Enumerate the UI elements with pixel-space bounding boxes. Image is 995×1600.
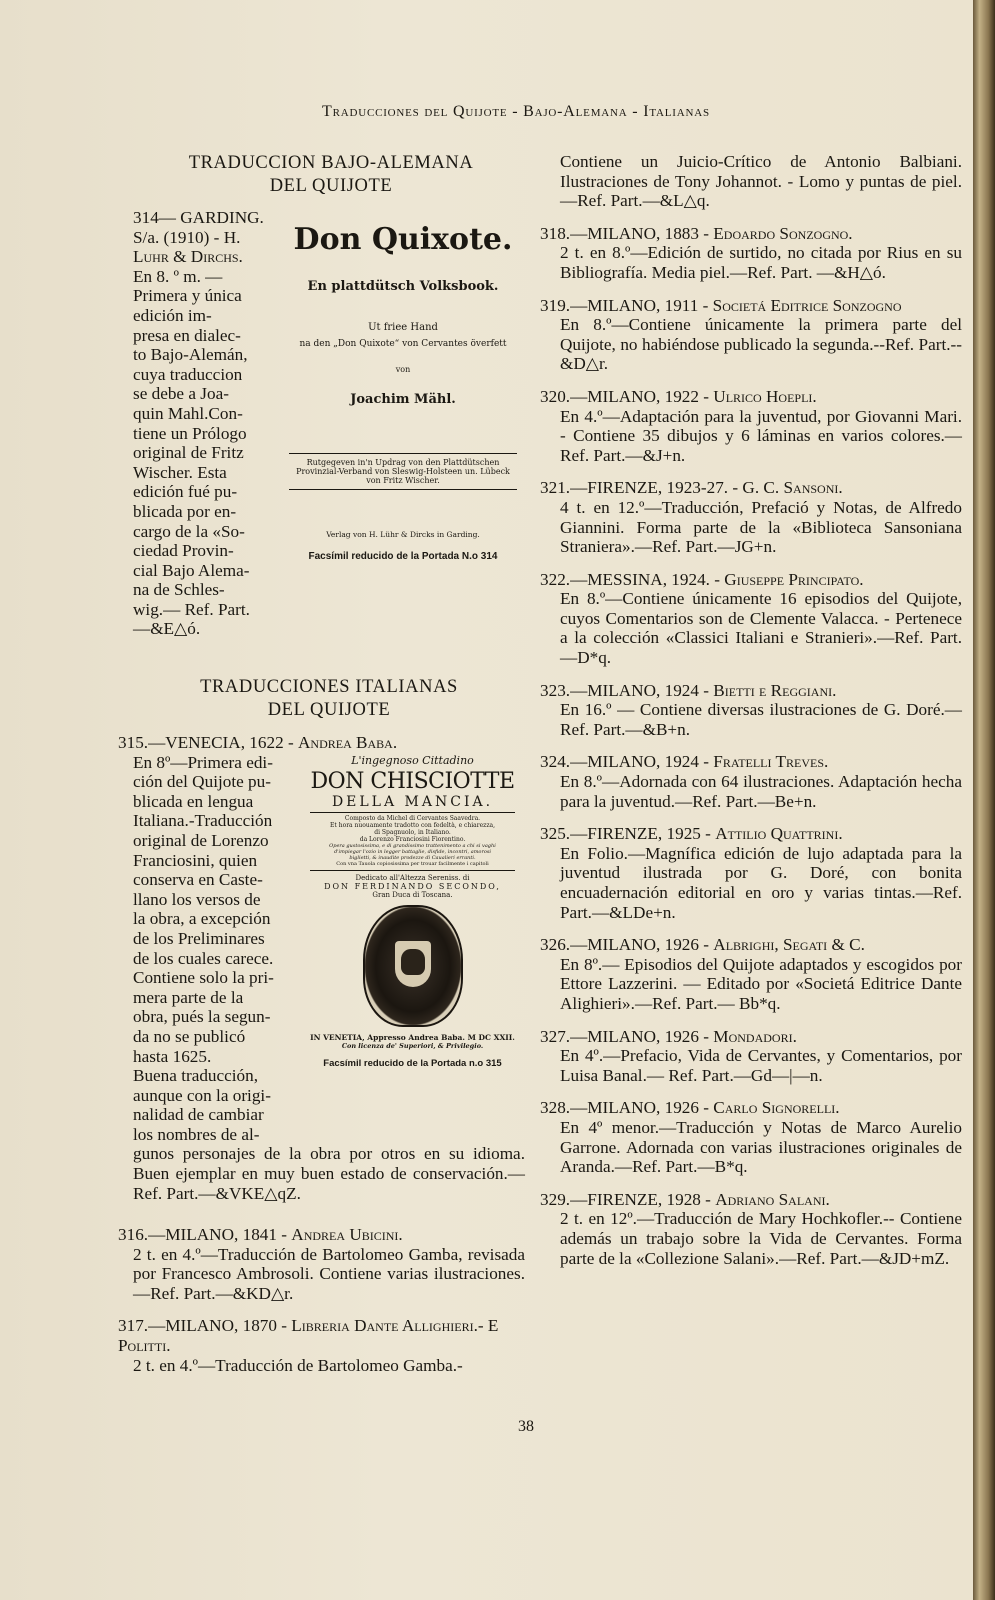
fig314-caption: Facsímil reducido de la Portada N.o 314 — [308, 551, 498, 562]
fig315-l3: DELLA MANCIA. — [331, 794, 494, 810]
fig314-box1: Rutgegeven in'n Updrag von den Plattdütschen — [306, 458, 500, 467]
page-number: 38 — [518, 1418, 534, 1435]
entry-number-city: 328.—MILANO, 1926 - — [540, 1098, 714, 1118]
entry-publisher: Fratelli Treves. — [713, 752, 829, 772]
entry-315-line: nalidad de cambiar — [133, 1105, 264, 1125]
entry-number-city: 325.—FIRENZE, 1925 - — [540, 824, 716, 844]
entry-body: En 16.º — Contiene diversas ilustraciones de G. Doré.—Ref. Part.—&B+n. — [560, 700, 962, 739]
entry-314-line: ciedad Provin- — [133, 541, 234, 561]
entry-314-line: original de Fritz — [133, 443, 244, 463]
fig315-l8: Opera gustosissima, e di grandissimo trattenimento a chi si vaghi — [329, 843, 496, 849]
entry-number-city: 321.—FIRENZE, 1923-27. - — [540, 478, 743, 498]
fig315-l16: Con licenza de' Superiori, & Privilegio. — [341, 1042, 484, 1050]
entry-314-line: 314— GARDING. — [133, 208, 264, 227]
entry-publisher: Societá Editrice Sonzogno — [712, 295, 902, 315]
fig314-box2: Provinzial-Verband von Sleswig-Holsteen un. Lübeck — [296, 467, 510, 476]
entry-314-line: edición im- — [133, 305, 212, 325]
entry-317-head: 317.—MILANO, 1870 - — [118, 1316, 292, 1336]
entry-314-line: —&E△ó. — [133, 619, 201, 639]
catalog-entry — [540, 935, 962, 1013]
catalog-entry — [540, 752, 962, 811]
catalog-entry — [540, 295, 962, 374]
entry-314-line: tiene un Prólogo — [133, 423, 247, 443]
entry-heading — [540, 387, 962, 407]
entry-publisher: G. C. Sansoni. — [742, 478, 843, 498]
fig314-line1: Ut friee Hand — [368, 322, 438, 333]
entry-314-line: na de Schles- — [133, 580, 225, 600]
entry-314-line: edición fué pu- — [133, 482, 238, 502]
entry-315-line: original de Lorenzo — [133, 830, 269, 850]
entry-316-publisher: Andrea Ubicini. — [291, 1225, 403, 1244]
entry-number-city: 329.—FIRENZE, 1928 - — [540, 1189, 716, 1209]
fig315-l10: biglietti, & inaudite prodezze di Caualieri erranti. — [349, 855, 476, 861]
entry-315-line: los nombres de al- — [133, 1124, 260, 1144]
entry-315-line: Contiene solo la pri- — [133, 968, 274, 988]
fig314-line3: von — [395, 365, 411, 374]
left-section-italianas — [133, 676, 525, 722]
fig314-author: Joachim Mähl. — [350, 392, 456, 407]
section-title-italianas-2: DEL QUIJOTE — [267, 700, 391, 720]
entry-body: 4 t. en 12.º—Traducción, Prefació y Notas, de Alfredo Giannini. Forma parte de la «Biblioteca Sansoniana Straniera».—Ref. Part.—JG+n. — [560, 497, 962, 557]
entry-314-line: En 8. º m. — — [133, 266, 223, 286]
entry-315-wide: gunos personajes de la obra por otros en su idioma. Buen ejemplar en muy buen estado de conservación.—Ref. Part.—&VKE△qZ. — [133, 1144, 525, 1203]
catalog-entry — [540, 680, 962, 740]
entry-body: En 8.º—Contiene únicamente la primera parte del Quijote, no habiéndose publicado la segunda.--Ref. Part.--&D△r. — [560, 315, 962, 374]
entry-314-line: Luhr & Dirchs. — [133, 247, 243, 267]
entry-publisher: Albrighi, Segati & C. — [713, 935, 865, 955]
fig315-l6: di Spagnuolo, in Italiano. — [374, 829, 451, 836]
section-title-bajo-alemana-2: DEL QUIJOTE — [269, 176, 393, 196]
entry-heading — [540, 296, 962, 316]
entry-body: 2 t. en 8.º—Edición de surtido, no citada por Rius en su Bibliografía. Media piel.—Ref. Part. —&H△ó. — [560, 243, 962, 282]
entry-314-line: wig.— Ref. Part. — [133, 599, 250, 619]
entry-number-city: 318.—MILANO, 1883 - — [540, 223, 714, 243]
fig315-l5: Et hora nuouamente tradotto con fedeltà, e chiarezza, — [330, 822, 495, 829]
catalog-entry — [540, 824, 962, 922]
fig314-rule-top — [289, 453, 517, 454]
entry-315-line: la obra, a excepción — [133, 909, 271, 929]
fig315-l4: Composto da Michel di Cervantes Saavedra. — [344, 815, 481, 822]
entry-315-line: aunque con la origi- — [133, 1085, 271, 1105]
running-head: Traducciones del Quijote - Bajo-Alemana - Italianas — [322, 103, 710, 120]
section-title-italianas: TRADUCCIONES ITALIANAS — [200, 677, 458, 697]
entry-315-line: blicada en lengua — [133, 791, 254, 811]
entry-publisher: Attilio Quattrini. — [715, 824, 843, 844]
entry-body: En 8.º—Contiene únicamente 16 episodios del Quijote, cuyos Comentarios son de Clemente Valacca. - Pertenece a la colección «Classici Italiani e Stranieri».—Ref. Part.—D*q. — [560, 589, 962, 668]
entry-317-continued: Contiene un Juicio-Crítico de Antonio Balbiani. Ilustraciones de Tony Johannot. - Lomo y puntas de piel.—Ref. Part.—&L△q. — [560, 152, 962, 211]
entry-heading — [540, 570, 962, 590]
entry-body: En 4.º—Adaptación para la juventud, por Giovanni Mari. - Contiene 35 dibujos y 6 láminas en varios colores.—Ref. Part.—&J+n. — [560, 406, 962, 465]
fig315-rule2 — [310, 870, 515, 871]
medici-emblem-image — [363, 905, 463, 1027]
entry-314-line: presa en dialec- — [133, 325, 241, 345]
entry-315-line: de los Preliminares — [133, 928, 265, 948]
page-edge-shadow — [973, 0, 995, 1600]
entry-body: En 8.º—Adornada con 64 ilustraciones. Adaptación hecha para la juventud.—Ref. Part.—Be+n. — [560, 772, 962, 811]
entry-number-city: 323.—MILANO, 1924 - — [540, 680, 714, 700]
entry-314-line: cargo de la «So- — [133, 521, 245, 541]
entry-315-line: da no se publicó — [133, 1026, 246, 1046]
entry-315-line: mera parte de la — [133, 987, 244, 1007]
entry-number-city: 320.—MILANO, 1922 - — [540, 386, 714, 406]
entry-317-publisher: Libreria Dante Allighieri.- E Politti. — [118, 1316, 499, 1355]
fig315-l2: DON CHISCIOTTE — [310, 769, 515, 794]
catalog-entry — [540, 478, 962, 557]
entry-number-city: 327.—MILANO, 1926 - — [540, 1026, 714, 1046]
entry-heading — [540, 824, 962, 844]
entry-publisher: Ulrico Hoepli. — [713, 386, 817, 406]
entry-body: En 4º.—Prefacio, Vida de Cervantes, y Comentarios, por Luisa Banal.— Ref. Part.—Gd—|—n. — [560, 1046, 962, 1085]
entry-315-line: conserva en Caste- — [133, 870, 263, 890]
entry-body: En 8º.— Episodios del Quijote adaptados y escogidos por Ettore Lazzerini. — Editado por «Societá Editrice Dante Alighieri».—Ref. Part.— Bb*q. — [560, 954, 962, 1013]
entry-314-line: blicada por en- — [133, 501, 237, 521]
entry-314-line: Wischer. Esta — [133, 462, 227, 482]
entry-heading — [540, 752, 962, 772]
entry-314-line: se debe a Joa- — [133, 384, 229, 404]
catalog-entry — [540, 1026, 962, 1086]
fig315-l14: Gran Duca di Toscana. — [372, 891, 453, 899]
entry-314-line: cuya traduccion — [133, 364, 243, 384]
right-entries-list — [540, 223, 962, 1268]
entry-publisher: Adriano Salani. — [715, 1189, 830, 1209]
entry-publisher: Mondadori. — [713, 1026, 797, 1046]
fig314-title: Don Quixote. — [293, 222, 513, 257]
entry-314-line: S/a. (1910) - H. — [133, 227, 241, 247]
fig314-publisher: Verlag von H. Lühr & Dircks in Garding. — [326, 530, 480, 539]
fig315-l15: IN VENETIA, Appresso Andrea Baba. M DC XXII. — [310, 1033, 515, 1042]
entries-316-317 — [118, 1225, 525, 1375]
entry-body: 2 t. en 12º.—Traducción de Mary Hochkofler.-- Contiene además un trabajo sobre la Vida de Cervantes. Forma parte de la «Collezione Salani».—Ref. Part.—&JD+mZ. — [560, 1209, 962, 1268]
entry-heading — [540, 681, 962, 701]
entry-body: En 4º menor.—Traducción y Notas de Marco Aurelio Garrone. Adornada con varias ilustraciones originales de Aranda.—Ref. Part.—B*q. — [560, 1117, 962, 1177]
catalog-entry — [540, 223, 962, 283]
fig315-l12: Dedicato all'Altezza Sereniss. di — [355, 874, 470, 882]
entry-314 — [133, 208, 268, 639]
entry-315-line: hasta 1625. — [133, 1046, 212, 1066]
entry-316-body: 2 t. en 4.º—Traducción de Bartolomeo Gamba, revisada por Francesco Ambrosoli. Contiene varias ilustraciones.—Ref. Part.—&KD△r. — [133, 1244, 525, 1303]
entry-315-line: Franciosini, quien — [133, 850, 258, 870]
entry-publisher: Edoardo Sonzogno. — [713, 223, 853, 243]
entry-315-line: ción del Quijote pu- — [133, 772, 271, 792]
entry-publisher: Giuseppe Principato. — [724, 569, 864, 589]
entry-number-city: 319.—MILANO, 1911 - — [540, 295, 713, 315]
entry-314-line: Primera y única — [133, 286, 242, 306]
fig315-l7: da Lorenzo Franciosini Fiorentino. — [359, 836, 466, 843]
entry-heading — [540, 1027, 962, 1047]
entry-number-city: 322.—MESSINA, 1924. - — [540, 569, 725, 589]
fig315-l9: d'impiegar l'ozio in legger battaglie, disfide, incontri, amorosi — [333, 849, 492, 855]
fig314-box3: von Fritz Wischer. — [366, 476, 440, 485]
entry-heading — [540, 478, 962, 498]
entry-heading — [540, 1098, 962, 1118]
facsimile-315 — [300, 752, 525, 1124]
right-column — [540, 152, 962, 1281]
entry-number-city: 324.—MILANO, 1924 - — [540, 752, 714, 772]
entry-publisher: Carlo Signorelli. — [713, 1098, 840, 1118]
entry-315-line: Buena traducción, — [133, 1066, 259, 1086]
entry-315-line: Italiana.-Traducción — [133, 811, 273, 831]
catalog-entry — [540, 1189, 962, 1268]
entry-317-body: 2 t. en 4.º—Traducción de Bartolomeo Gamba.- — [133, 1355, 463, 1375]
entry-315-line: llano los versos de — [133, 889, 261, 909]
entry-publisher: Bietti e Reggiani. — [713, 680, 837, 700]
entry-heading — [540, 935, 962, 955]
emblem-figure — [401, 949, 425, 975]
fig314-rule-bottom — [289, 489, 517, 490]
entry-316-head: 316.—MILANO, 1841 - — [118, 1225, 292, 1244]
entry-heading — [540, 224, 962, 244]
entry-314-line: cial Bajo Alema- — [133, 560, 250, 580]
entry-number-city: 326.—MILANO, 1926 - — [540, 935, 714, 955]
fig314-line2: na den „Don Quixote“ von Cervantes överfett — [299, 339, 507, 349]
entry-314-line: to Bajo-Alemán, — [133, 345, 248, 365]
fig315-rule — [310, 812, 515, 813]
entry-315-narrow — [118, 753, 309, 1145]
fig314-subtitle: En plattdütsch Volksbook. — [307, 279, 499, 294]
entry-315-head: 315.—VENECIA, 1622 - — [118, 733, 298, 752]
catalog-entry — [540, 386, 962, 465]
facsimile-314 — [283, 222, 523, 642]
catalog-entry — [540, 1098, 962, 1177]
entry-315-line: En 8º—Primera edi- — [133, 752, 273, 772]
fig315-caption: Facsímil reducido de la Portada n.o 315 — [323, 1058, 502, 1069]
entry-315-line: de los cuales carece. — [133, 948, 274, 968]
fig315-l11: Con vna Tauola copiosissima per trouar facilmente i capitoli — [336, 861, 489, 867]
section-title-bajo-alemana: TRADUCCION BAJO-ALEMANA — [188, 153, 474, 173]
fig315-l13: DON FERDINANDO SECONDO, — [324, 882, 501, 891]
entry-body: En Folio.—Magnífica edición de lujo adaptada para la juventud ilustrada por G. Doré, con bonita encuadernación editorial en oro y varias tintas.—Ref. Part.—&LDe+n. — [560, 843, 962, 922]
catalog-entry — [540, 569, 962, 668]
entry-315-publisher: Andrea Baba. — [297, 733, 398, 752]
entry-314-line: quin Mahl.Con- — [133, 403, 243, 423]
entry-heading — [540, 1190, 962, 1210]
entry-315-line: obra, pués la segun- — [133, 1007, 271, 1027]
fig315-l1: L'ingegnoso Cittadino — [351, 754, 474, 767]
